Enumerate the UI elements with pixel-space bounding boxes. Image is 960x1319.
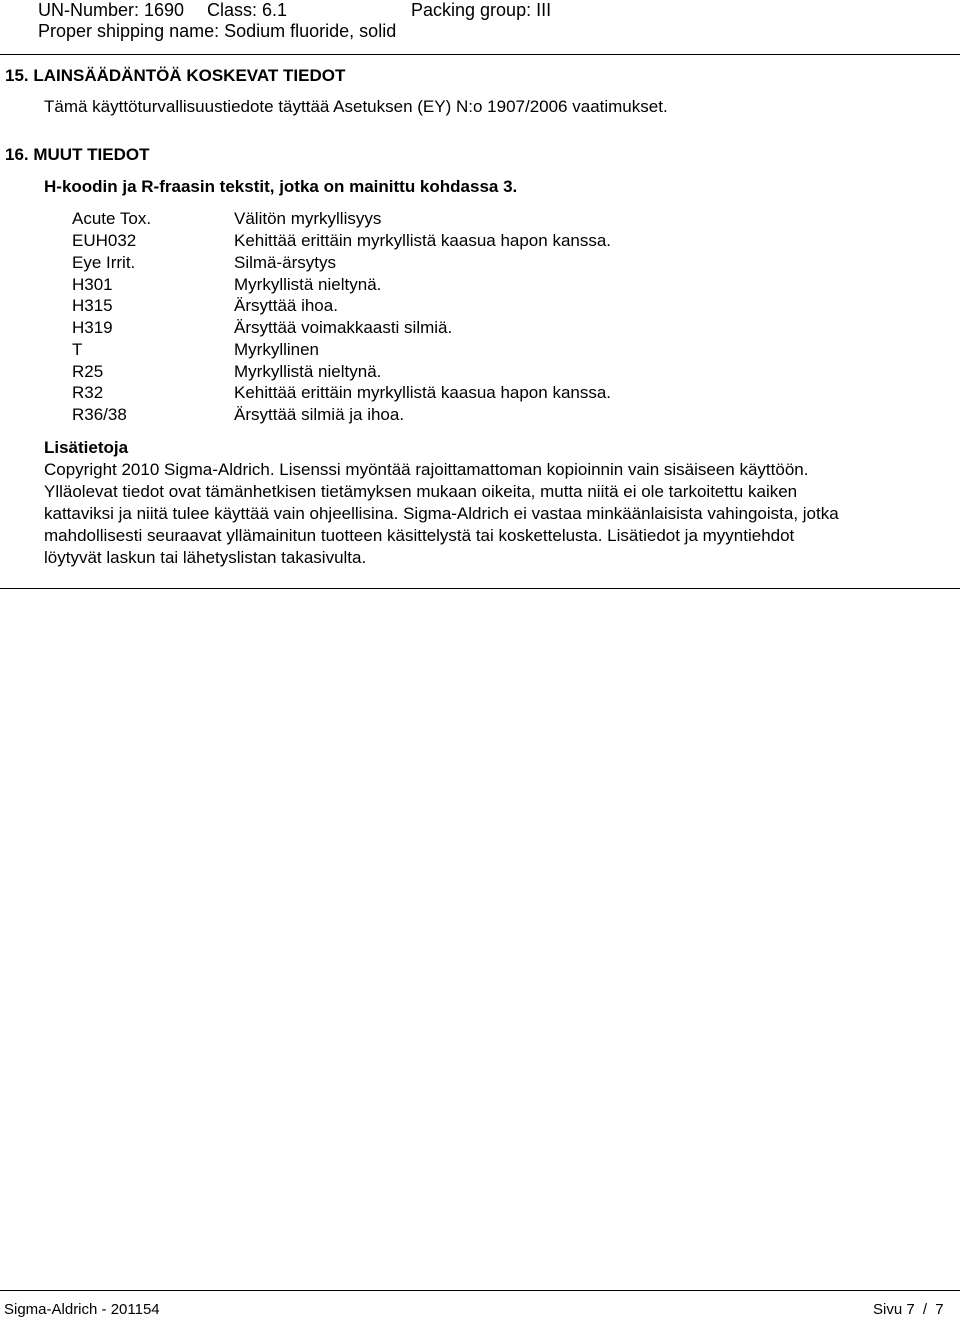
additional-info-line: mahdollisesti seuraavat yllämainitun tuotteen käsittelystä tai koskettelusta. Lisätiedot ja myyntiehdot	[44, 526, 795, 545]
page-separator: /	[922, 1301, 928, 1318]
code-description: Kehittää erittäin myrkyllistä kaasua hapon kanssa.	[234, 231, 612, 250]
section-15-text: Tämä käyttöturvallisuustiedote täyttää Asetuksen (EY) N:o 1907/2006 vaatimukset.	[44, 97, 668, 116]
shipping-name: Proper shipping name: Sodium fluoride, solid	[38, 21, 397, 41]
un-number: UN-Number: 1690	[38, 0, 185, 20]
code-description: Myrkyllistä nieltynä.	[234, 275, 382, 294]
code-description: Kehittää erittäin myrkyllistä kaasua hapon kanssa.	[234, 383, 612, 402]
section-16-title: 16. MUUT TIEDOT	[5, 145, 150, 164]
code-description: Silmä-ärsytys	[234, 253, 337, 272]
code-label: R36/38	[72, 405, 127, 424]
additional-info-line: Copyright 2010 Sigma-Aldrich. Lisenssi myöntää rajoittamattoman kopioinnin vain sisäiseen käyttöön.	[44, 460, 809, 479]
code-label: H301	[72, 275, 113, 294]
header-divider	[0, 54, 960, 55]
additional-info-title: Lisätietoja	[44, 438, 129, 457]
code-label: Acute Tox.	[72, 209, 152, 228]
footer-company: Sigma-Aldrich - 201154	[4, 1301, 160, 1318]
page-total: 7	[935, 1301, 944, 1318]
code-label: H315	[72, 296, 113, 315]
code-label: T	[72, 340, 83, 359]
code-description: Ärsyttää silmiä ja ihoa.	[234, 405, 405, 424]
code-description: Ärsyttää voimakkaasti silmiä.	[234, 318, 453, 337]
hazard-class: Class: 6.1	[207, 0, 288, 20]
code-label: H319	[72, 318, 113, 337]
code-label: EUH032	[72, 231, 137, 250]
packing-group: Packing group: III	[411, 0, 552, 20]
code-label: R32	[72, 383, 104, 402]
page-label: Sivu 7	[873, 1301, 915, 1318]
code-description: Välitön myrkyllisyys	[234, 209, 382, 228]
code-description: Myrkyllinen	[234, 340, 320, 359]
additional-info-line: löytyvät laskun tai lähetyslistan takasivulta.	[44, 548, 367, 567]
section-16-subtitle: H-koodin ja R-fraasin tekstit, jotka on mainittu kohdassa 3.	[44, 177, 518, 196]
code-label: Eye Irrit.	[72, 253, 136, 272]
page-number	[873, 1301, 944, 1319]
code-description: Myrkyllistä nieltynä.	[234, 362, 382, 381]
additional-info-line: Ylläolevat tiedot ovat tämänhetkisen tietämyksen mukaan oikeita, mutta niitä ei ole tarkoitettu kaiken	[44, 482, 798, 501]
code-description: Ärsyttää ihoa.	[234, 296, 338, 315]
footer-divider	[0, 1290, 960, 1291]
section-end-divider	[0, 588, 960, 589]
additional-info-line: kattaviksi ja niitä tulee käyttää vain ohjeellisina. Sigma-Aldrich ei vastaa minkäänlaisista vahingoista, jotka	[44, 504, 839, 523]
code-label: R25	[72, 362, 104, 381]
section-15-title: 15. LAINSÄÄDÄNTÖÄ KOSKEVAT TIEDOT	[5, 66, 346, 85]
